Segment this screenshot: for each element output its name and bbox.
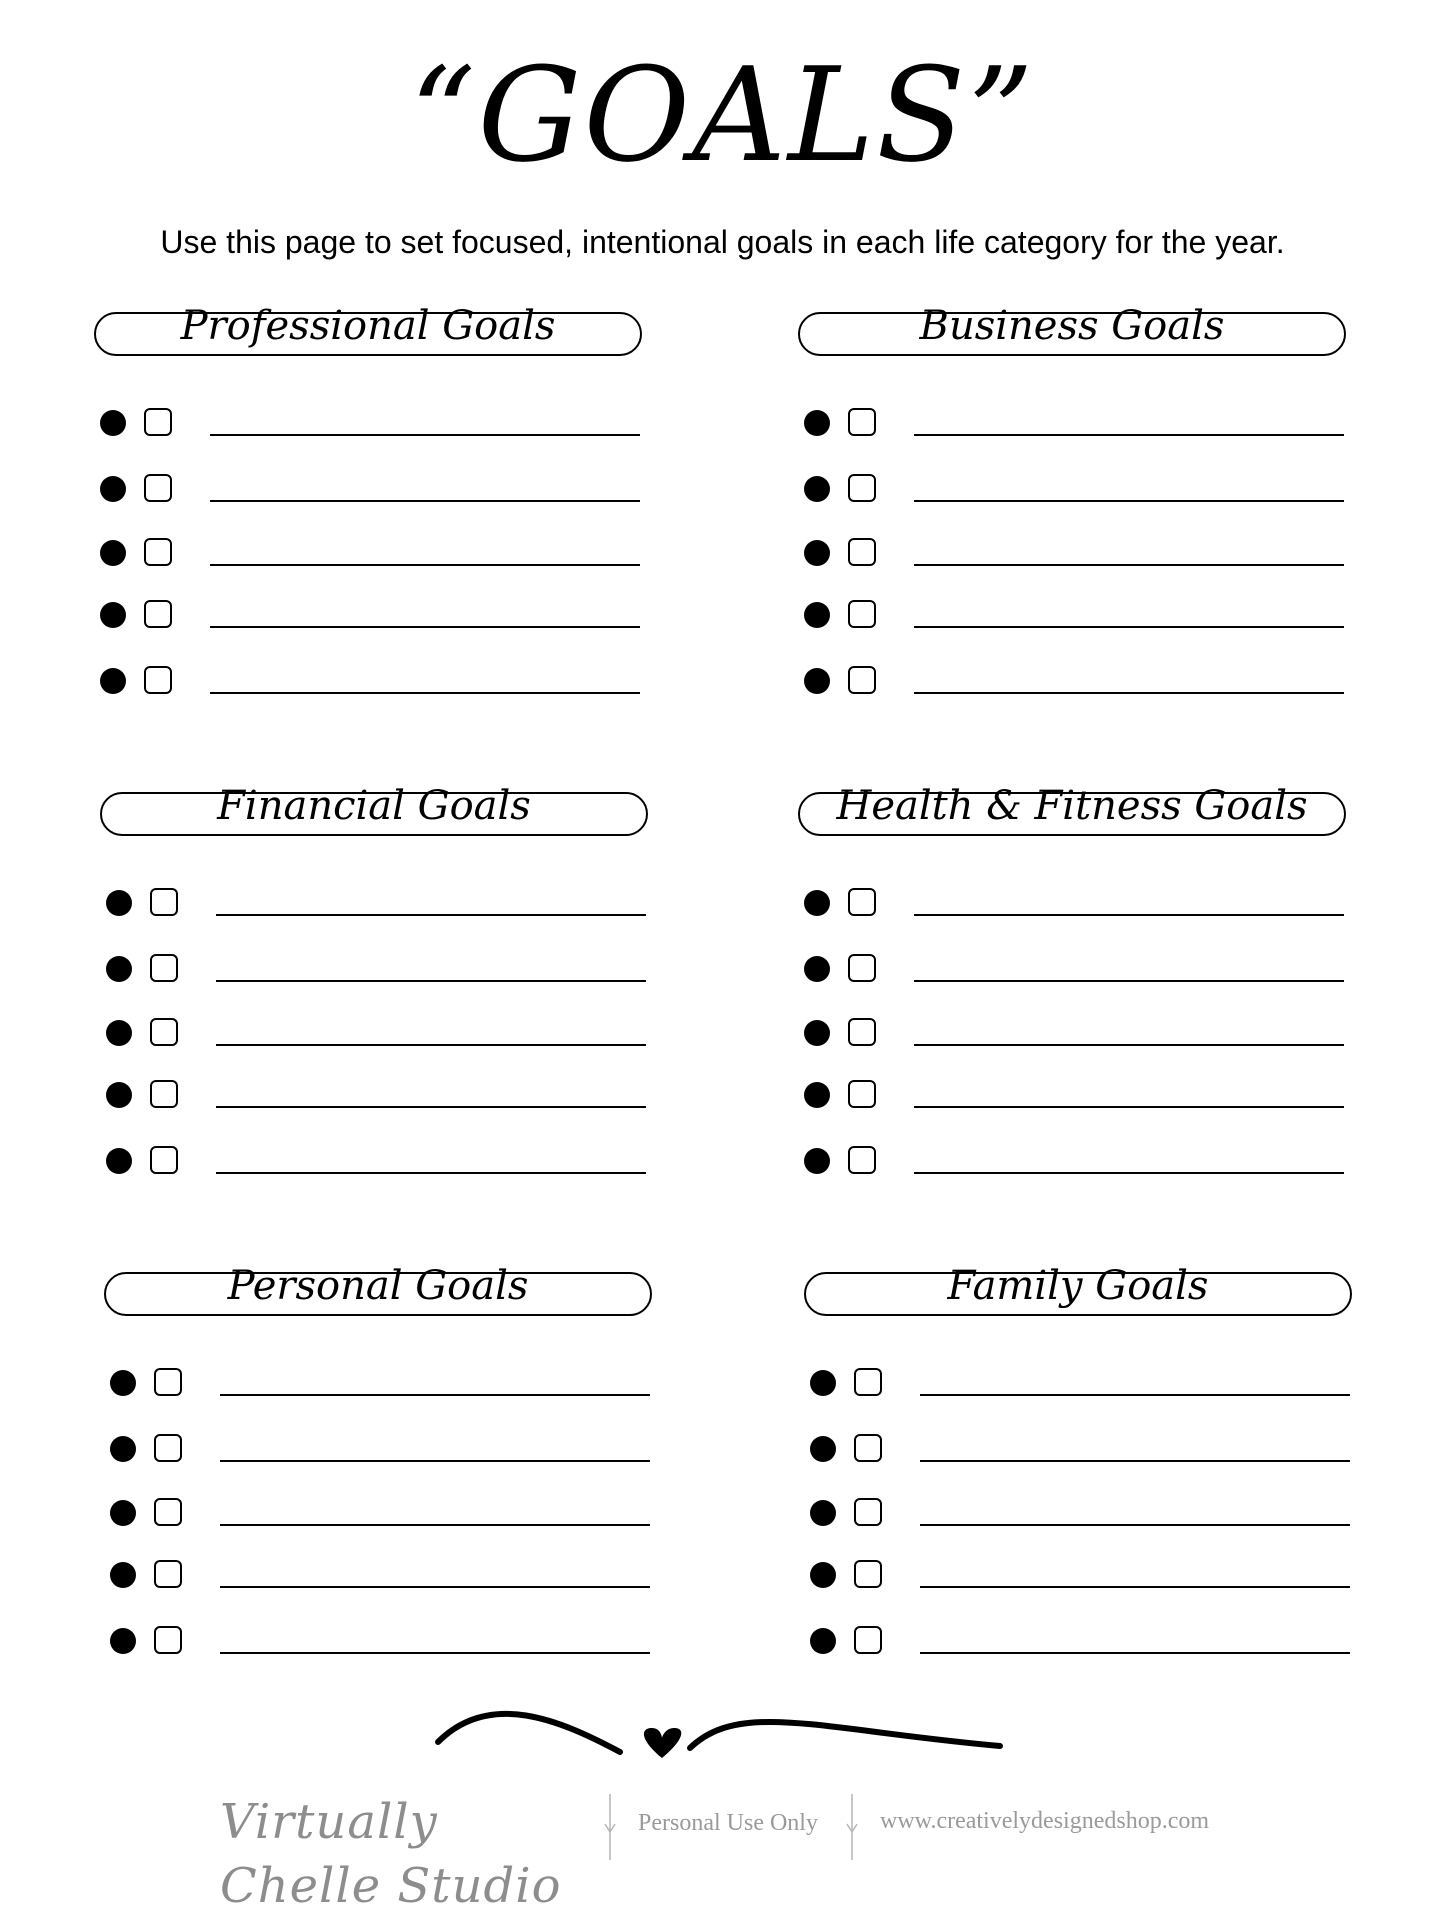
goal-checkbox[interactable] [154, 1434, 182, 1462]
bullet-icon [110, 1628, 136, 1654]
goal-row [804, 1424, 1364, 1464]
bullet-icon [804, 1148, 830, 1174]
goal-write-line[interactable] [914, 980, 1344, 982]
bullet-icon [804, 540, 830, 566]
section-title: Business Goals [919, 303, 1225, 349]
goal-row [798, 1070, 1358, 1110]
bullet-icon [110, 1500, 136, 1526]
goal-row [804, 1550, 1364, 1590]
bullet-icon [804, 410, 830, 436]
bullet-icon [810, 1500, 836, 1526]
goal-row [798, 944, 1358, 984]
goal-checkbox[interactable] [150, 1146, 178, 1174]
goal-checkbox[interactable] [154, 1368, 182, 1396]
goal-write-line[interactable] [920, 1586, 1350, 1588]
goal-row [100, 1136, 660, 1176]
section-title: Personal Goals [227, 1263, 529, 1309]
goal-row [798, 656, 1358, 696]
bullet-icon [804, 602, 830, 628]
goal-write-line[interactable] [220, 1586, 650, 1588]
section-title: Family Goals [947, 1263, 1209, 1309]
goal-checkbox[interactable] [854, 1626, 882, 1654]
goal-row [798, 878, 1358, 918]
bullet-icon [100, 540, 126, 566]
goal-write-line[interactable] [216, 980, 646, 982]
bullet-icon [810, 1436, 836, 1462]
goal-checkbox[interactable] [854, 1368, 882, 1396]
goal-row [100, 944, 660, 984]
goal-checkbox[interactable] [154, 1626, 182, 1654]
goal-row [100, 1008, 660, 1048]
bullet-icon [100, 668, 126, 694]
goal-row [798, 1008, 1358, 1048]
bullet-icon [106, 1082, 132, 1108]
bullet-icon [804, 1082, 830, 1108]
footer-separator-icon [842, 1794, 862, 1860]
section-health-fitness-goals [798, 783, 1358, 1192]
goal-write-line[interactable] [210, 500, 640, 502]
goal-checkbox[interactable] [150, 1080, 178, 1108]
section-financial-goals [100, 783, 660, 1192]
goal-write-line[interactable] [210, 434, 640, 436]
goal-checkbox[interactable] [154, 1560, 182, 1588]
bullet-icon [804, 1020, 830, 1046]
goal-write-line[interactable] [914, 1172, 1344, 1174]
section-title: Professional Goals [180, 303, 556, 349]
footer-separator-icon [600, 1794, 620, 1860]
goal-checkbox[interactable] [154, 1498, 182, 1526]
section-title: Health & Fitness Goals [836, 783, 1308, 829]
goal-write-line[interactable] [216, 1172, 646, 1174]
goal-checkbox[interactable] [144, 474, 172, 502]
goal-row [798, 590, 1358, 630]
goal-checkbox[interactable] [854, 1560, 882, 1588]
section-professional-goals [94, 303, 654, 712]
bullet-icon [100, 410, 126, 436]
goal-write-line[interactable] [920, 1394, 1350, 1396]
website-url: www.creativelydesignedshop.com [880, 1808, 1210, 1834]
section-family-goals [804, 1263, 1364, 1672]
bullet-icon [106, 890, 132, 916]
goal-row [104, 1358, 664, 1398]
goal-write-line[interactable] [216, 914, 646, 916]
goal-row [94, 528, 654, 568]
bullet-icon [810, 1562, 836, 1588]
goal-row [104, 1550, 664, 1590]
goal-checkbox[interactable] [854, 1434, 882, 1462]
goal-checkbox[interactable] [150, 888, 178, 916]
goal-row [804, 1488, 1364, 1528]
goal-write-line[interactable] [920, 1524, 1350, 1526]
goal-row [94, 656, 654, 696]
bullet-icon [110, 1370, 136, 1396]
goal-checkbox[interactable] [848, 474, 876, 502]
section-business-goals [798, 303, 1358, 712]
goal-row [798, 528, 1358, 568]
section-title: Financial Goals [217, 783, 531, 829]
goal-checkbox[interactable] [848, 888, 876, 916]
goal-write-line[interactable] [216, 1106, 646, 1108]
goal-write-line[interactable] [220, 1394, 650, 1396]
goal-checkbox[interactable] [848, 408, 876, 436]
goal-write-line[interactable] [914, 626, 1344, 628]
goal-row [94, 464, 654, 504]
brand-logo-text: Virtually Chelle Studio [220, 1794, 562, 1914]
goal-checkbox[interactable] [150, 1018, 178, 1046]
bullet-icon [804, 890, 830, 916]
goal-row [804, 1358, 1364, 1398]
goal-row [100, 878, 660, 918]
bullet-icon [804, 476, 830, 502]
goal-checkbox[interactable] [848, 1080, 876, 1108]
goal-write-line[interactable] [216, 1044, 646, 1046]
bullet-icon [110, 1436, 136, 1462]
goal-write-line[interactable] [914, 914, 1344, 916]
goal-write-line[interactable] [210, 564, 640, 566]
goal-checkbox[interactable] [848, 666, 876, 694]
goal-write-line[interactable] [220, 1460, 650, 1462]
goal-write-line[interactable] [220, 1652, 650, 1654]
bullet-icon [106, 1148, 132, 1174]
bullet-icon [100, 476, 126, 502]
goal-checkbox[interactable] [150, 954, 178, 982]
bullet-icon [100, 602, 126, 628]
goal-checkbox[interactable] [144, 600, 172, 628]
goal-row [94, 590, 654, 630]
goal-row [100, 1070, 660, 1110]
usage-note: Personal Use Only [638, 1810, 818, 1836]
goal-row [104, 1488, 664, 1528]
goal-row [104, 1616, 664, 1656]
bullet-icon [810, 1370, 836, 1396]
goal-write-line[interactable] [920, 1460, 1350, 1462]
goal-write-line[interactable] [914, 434, 1344, 436]
goal-checkbox[interactable] [848, 538, 876, 566]
goal-checkbox[interactable] [848, 1146, 876, 1174]
goal-row [104, 1424, 664, 1464]
footer [0, 1790, 1445, 1914]
goal-write-line[interactable] [914, 500, 1344, 502]
goal-checkbox[interactable] [144, 538, 172, 566]
goal-row [94, 398, 654, 438]
bullet-icon [804, 668, 830, 694]
goal-write-line[interactable] [914, 1106, 1344, 1108]
page-title: “GOALS” [409, 39, 1036, 191]
goal-checkbox[interactable] [848, 954, 876, 982]
goal-checkbox[interactable] [144, 666, 172, 694]
goal-write-line[interactable] [920, 1652, 1350, 1654]
section-personal-goals [104, 1263, 664, 1672]
goal-row [798, 398, 1358, 438]
bullet-icon [110, 1562, 136, 1588]
goal-row [798, 464, 1358, 504]
bullet-icon [106, 1020, 132, 1046]
goal-write-line[interactable] [914, 564, 1344, 566]
goal-write-line[interactable] [914, 692, 1344, 694]
goal-checkbox[interactable] [848, 600, 876, 628]
goal-checkbox[interactable] [848, 1018, 876, 1046]
goal-write-line[interactable] [210, 692, 640, 694]
bullet-icon [804, 956, 830, 982]
page-subtitle: Use this page to set focused, intentional goals in each life category for the year. [160, 224, 1285, 260]
goal-row [804, 1616, 1364, 1656]
bullet-icon [106, 956, 132, 982]
goal-checkbox[interactable] [854, 1498, 882, 1526]
goal-row [798, 1136, 1358, 1176]
goal-write-line[interactable] [220, 1524, 650, 1526]
goal-checkbox[interactable] [144, 408, 172, 436]
bullet-icon [810, 1628, 836, 1654]
goal-write-line[interactable] [914, 1044, 1344, 1046]
goal-write-line[interactable] [210, 626, 640, 628]
swash-heart-divider-icon [430, 1700, 1010, 1770]
